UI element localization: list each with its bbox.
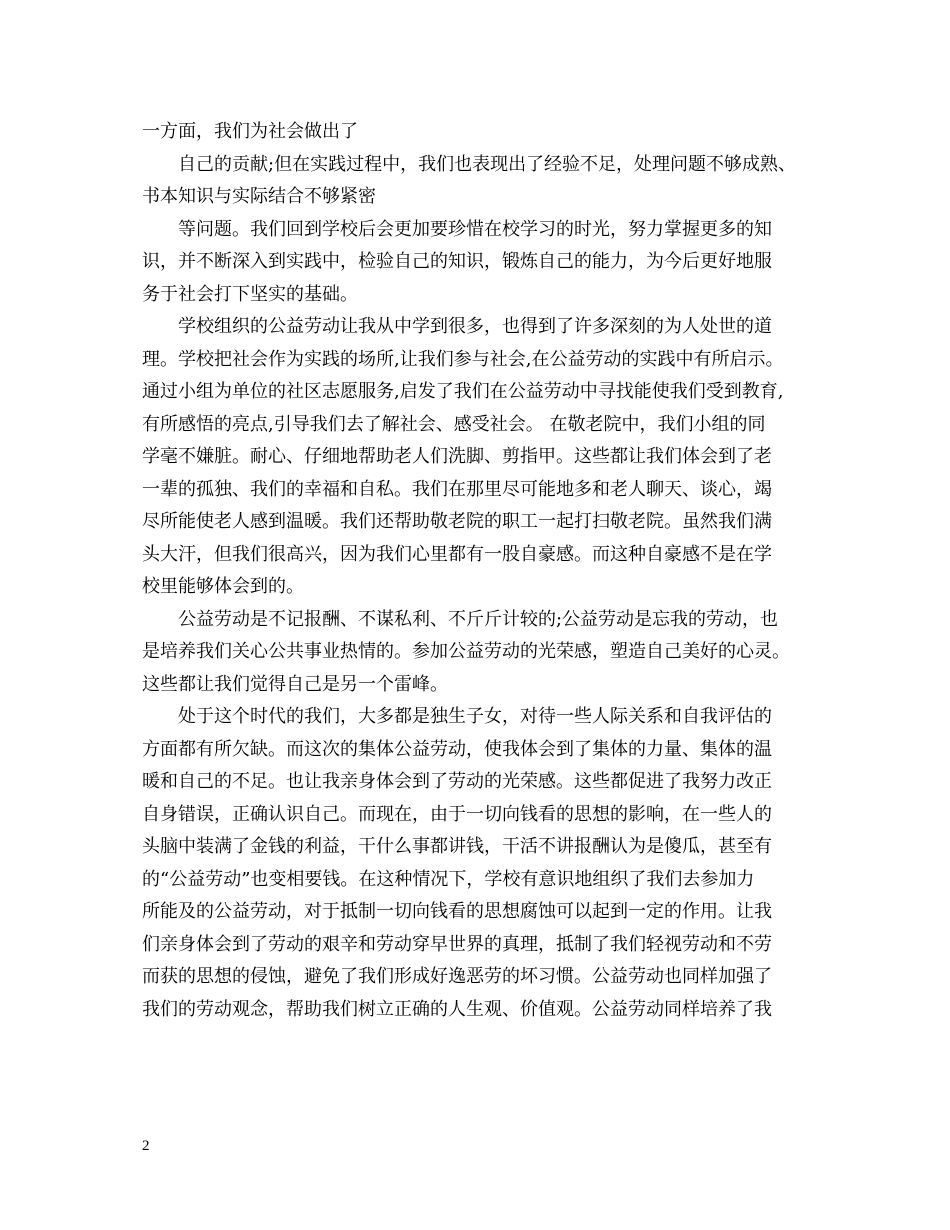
text-line: 所能及的公益劳动，对于抵制一切向钱看的思想腐蚀可以起到一定的作用。让我 [142, 901, 772, 922]
page-number: 2 [142, 1138, 150, 1154]
text-line: 书本知识与实际结合不够紧密 [142, 186, 376, 207]
text-line: 我们的劳动观念，帮助我们树立正确的人生观、价值观。公益劳动同样培养了我 [142, 998, 772, 1020]
text-line: 学毫不嫌脏。耐心、仔细地帮助老人们洗脚、剪指甲。这些都让我们体会到了老 [142, 446, 772, 467]
text-line: 们亲身体会到了劳动的艰辛和劳动穿早世界的真理，抵制了我们轻视劳动和不劳 [142, 933, 772, 955]
text-line: 头脑中装满了金钱的利益，干什么事都讲钱，干活不讲报酬认为是傻瓜，甚至有 [142, 836, 772, 857]
text-line: 头大汗，但我们很高兴，因为我们心里都有一股自豪感。而这种自豪感不是在学 [142, 543, 772, 565]
text-line: 公益劳动是不记报酬、不谋私利、不斤斤计较的;公益劳动是忘我的劳动，也 [178, 608, 779, 630]
text-line: 校里能够体会到的。 [142, 576, 304, 597]
text-line: 一辈的孤独、我们的幸福和自私。我们在那里尽可能地多和老人聊天、谈心，竭 [142, 478, 772, 500]
text-line: 等问题。我们回到学校后会更加要珍惜在校学习的时光，努力掌握更多的知 [178, 218, 772, 240]
text-line: 而获的思想的侵蚀，避免了我们形成好逸恶劳的坏习惯。公益劳动也同样加强了 [142, 966, 772, 987]
document-body [142, 116, 808, 1026]
text-line: 识，并不断深入到实践中，检验自己的知识，锻炼自己的能力，为今后更好地服 [142, 251, 772, 272]
text-line: 务于社会打下坚实的基础。 [142, 283, 358, 305]
text-line: 暖和自己的不足。也让我亲身体会到了劳动的光荣感。这些都促进了我努力改正 [142, 771, 772, 792]
text-line: 这些都让我们觉得自己是另一个雷峰。 [142, 673, 448, 695]
text-line: 方面都有所欠缺。而这次的集体公益劳动，使我体会到了集体的力量、集体的温 [142, 738, 772, 760]
text-line: 通过小组为单位的社区志愿服务,启发了我们在公益劳动中寻找能使我们受到教育, [142, 381, 784, 402]
text-line: 自身错误，正确认识自己。而现在，由于一切向钱看的思想的影响，在一些人的 [142, 803, 772, 825]
text-line: 的“公益劳动”也变相要钱。在这种情况下，学校有意识地组织了我们去参加力 [142, 868, 755, 890]
text-line: 尽所能使老人感到温暖。我们还帮助敬老院的职工一起打扫敬老院。虽然我们满 [142, 511, 772, 532]
text-line: 是培养我们关心公共事业热情的。参加公益劳动的光荣感，塑造自己美好的心灵。 [142, 641, 790, 662]
text-line: 处于这个时代的我们，大多都是独生子女，对待一些人际关系和自我评估的 [178, 706, 772, 727]
text-line: 学校组织的公益劳动让我从中学到很多，也得到了许多深刻的为人处世的道 [178, 316, 772, 337]
text-line: 理。学校把社会作为实践的场所,让我们参与社会,在公益劳动的实践中有所启示。 [142, 348, 784, 370]
text-line: 自己的贡献;但在实践过程中，我们也表现出了经验不足，处理问题不够成熟、 [178, 153, 797, 175]
text-line: 有所感悟的亮点,引导我们去了解社会、感受社会。 在敬老院中，我们小组的同 [142, 413, 766, 435]
text-line: 一方面，我们为社会做出了 [142, 121, 358, 142]
